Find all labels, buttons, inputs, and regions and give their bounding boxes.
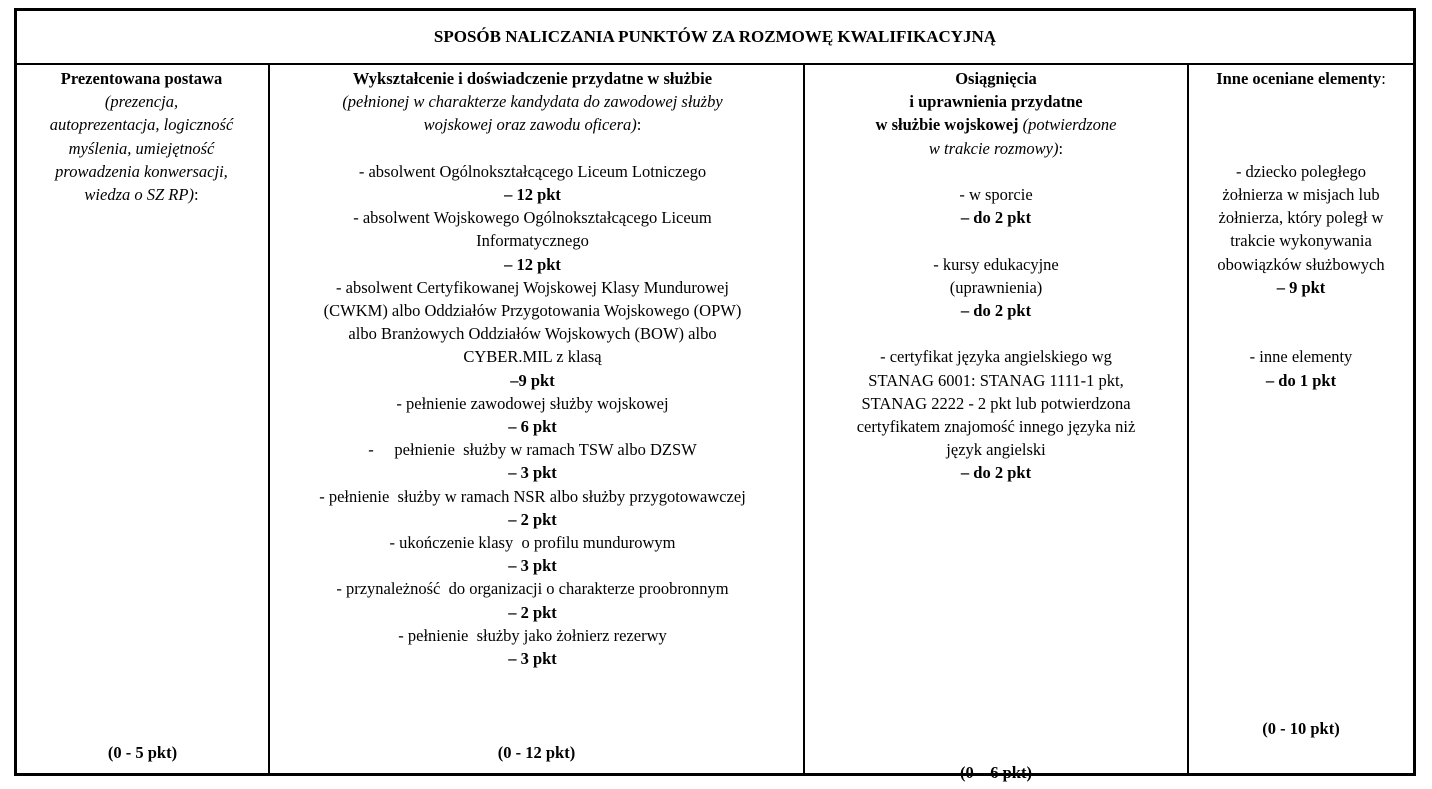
spacer — [1195, 113, 1407, 136]
criterion-points: – 3 pkt — [508, 463, 557, 483]
spacer — [813, 229, 1179, 252]
criterion-label: Informatycznego — [476, 231, 589, 251]
criterion-points: – 3 pkt — [508, 556, 557, 576]
column-description-line: (prezencja, — [104, 92, 179, 112]
column-heading — [813, 113, 1179, 136]
criterion-points: – 9 pkt — [1276, 277, 1326, 297]
spacer — [1195, 299, 1407, 322]
criterion-label: - dziecko poległego — [1235, 161, 1367, 181]
column-total: (0 - 5 pkt) — [107, 743, 178, 762]
column-description-line: prowadzenia konwersacji, — [55, 161, 228, 181]
criterion-label: - pełnienie służby w ramach NSR albo służby przygotowawczej — [319, 486, 746, 506]
spacer — [813, 160, 1179, 183]
criterion-label: - w sporcie — [959, 185, 1033, 204]
criterion-points: – 2 pkt — [508, 602, 557, 622]
criterion-label: - pełnienie zawodowej służby wojskowej — [396, 393, 669, 413]
criterion-points: – do 2 pkt — [960, 301, 1032, 320]
criterion-label: trakcie wykonywania — [1230, 231, 1372, 251]
criterion-label: - pełnienie służby w ramach TSW albo DZSW — [368, 440, 697, 460]
column-education — [268, 65, 803, 773]
criterion-label: żołnierza w misjach lub — [1222, 184, 1380, 204]
criterion-label: - absolwent Wojskowego Ogólnokształcącego Liceum — [353, 208, 712, 228]
criterion-label: - pełnienie służby jako żołnierz rezerwy — [398, 625, 667, 645]
criterion-label: język angielski — [946, 440, 1046, 460]
column-subheading — [813, 137, 1179, 160]
criterion-points: – 2 pkt — [508, 509, 557, 529]
column-other — [1187, 65, 1413, 773]
column-achievements — [803, 65, 1187, 782]
column-heading — [1195, 67, 1407, 90]
spacer — [1195, 90, 1407, 113]
heading-text: Inne oceniane elementy — [1216, 69, 1382, 88]
column-total: (0 - 12 pkt) — [497, 743, 576, 762]
description-text: wiedza o SZ RP) — [84, 185, 194, 205]
colon: : — [193, 185, 199, 205]
criterion-label: - ukończenie klasy o profilu mundurowym — [389, 533, 676, 553]
column-total: (0 - 10 pkt) — [1262, 719, 1340, 738]
column-description-line — [21, 183, 262, 206]
criteria-list — [266, 160, 799, 670]
colon: : — [1381, 69, 1386, 88]
subheading-text: wojskowej oraz zawodu oficera) — [423, 115, 637, 135]
column-description-line: myślenia, umiejętność — [68, 138, 215, 158]
column-subheading — [266, 113, 799, 136]
column-attitude — [17, 65, 268, 773]
criterion-label: - kursy edukacyjne — [933, 254, 1059, 274]
criterion-label: albo Branżowych Oddziałów Wojskowych (BOW) albo — [348, 324, 717, 344]
criterion-points: – do 2 pkt — [960, 208, 1032, 228]
criterion-label: - certyfikat języka angielskiego wg — [880, 347, 1112, 367]
criterion-label: - absolwent Certyfikowanej Wojskowej Klasy Mundurowej — [336, 277, 729, 297]
criterion-points: – 3 pkt — [508, 649, 557, 669]
criterion-label: żołnierza, który poległ w — [1218, 208, 1384, 228]
criterion-label: - inne elementy — [1249, 347, 1353, 367]
scoring-table — [14, 8, 1416, 782]
criterion-label: STANAG 6001: STANAG 1111-1 pkt, — [868, 370, 1124, 390]
spacer — [1195, 322, 1407, 345]
spacer — [1195, 137, 1407, 160]
criterion-points: – 12 pkt — [504, 254, 561, 274]
criterion-label: obowiązków służbowych — [1217, 254, 1385, 274]
column-heading: Wykształcenie i doświadczenie przydatne w służbie — [352, 69, 713, 88]
criterion-label: (uprawnienia) — [949, 277, 1043, 297]
criterion-label: STANAG 2222 - 2 pkt lub potwierdzona — [861, 393, 1131, 413]
criterion-label: - przynależność do organizacji o charakterze proobronnym — [336, 579, 729, 599]
criterion-points: –9 pkt — [510, 370, 555, 390]
spacer — [266, 137, 799, 160]
criterion-points: – 12 pkt — [504, 185, 561, 204]
table-title: SPOSÓB NALICZANIA PUNKTÓW ZA ROZMOWĘ KWALIFIKACYJNĄ — [17, 11, 1413, 65]
heading-text: w służbie wojskowej — [875, 115, 1019, 135]
criterion-points: – do 1 pkt — [1265, 370, 1337, 390]
criterion-points: – do 2 pkt — [960, 463, 1032, 483]
column-heading: i uprawnienia przydatne — [909, 92, 1083, 112]
criterion-label: (CWKM) albo Oddziałów Przygotowania Wojskowego (OPW) — [323, 301, 742, 321]
criterion-label: - absolwent Ogólnokształcącego Liceum Lotniczego — [358, 161, 707, 181]
column-heading: Osiągnięcia — [955, 69, 1037, 88]
criterion-label: certyfikatem znajomość innego języka niż — [856, 417, 1136, 436]
subheading-text: (potwierdzone — [1022, 115, 1117, 135]
criterion-points: – 6 pkt — [508, 417, 557, 437]
subheading-text: w trakcie rozmowy) — [928, 138, 1059, 158]
column-total: (0 – 6 pkt) — [960, 763, 1032, 782]
colon: : — [1058, 138, 1064, 158]
column-heading: Prezentowana postawa — [60, 69, 223, 88]
column-description-line: autoprezentacja, logiczność — [49, 115, 234, 135]
criterion-label: CYBER.MIL z klasą — [463, 347, 602, 367]
spacer — [813, 322, 1179, 345]
colon: : — [636, 115, 642, 135]
column-subheading: (pełnionej w charakterze kandydata do zawodowej służby — [342, 92, 723, 112]
